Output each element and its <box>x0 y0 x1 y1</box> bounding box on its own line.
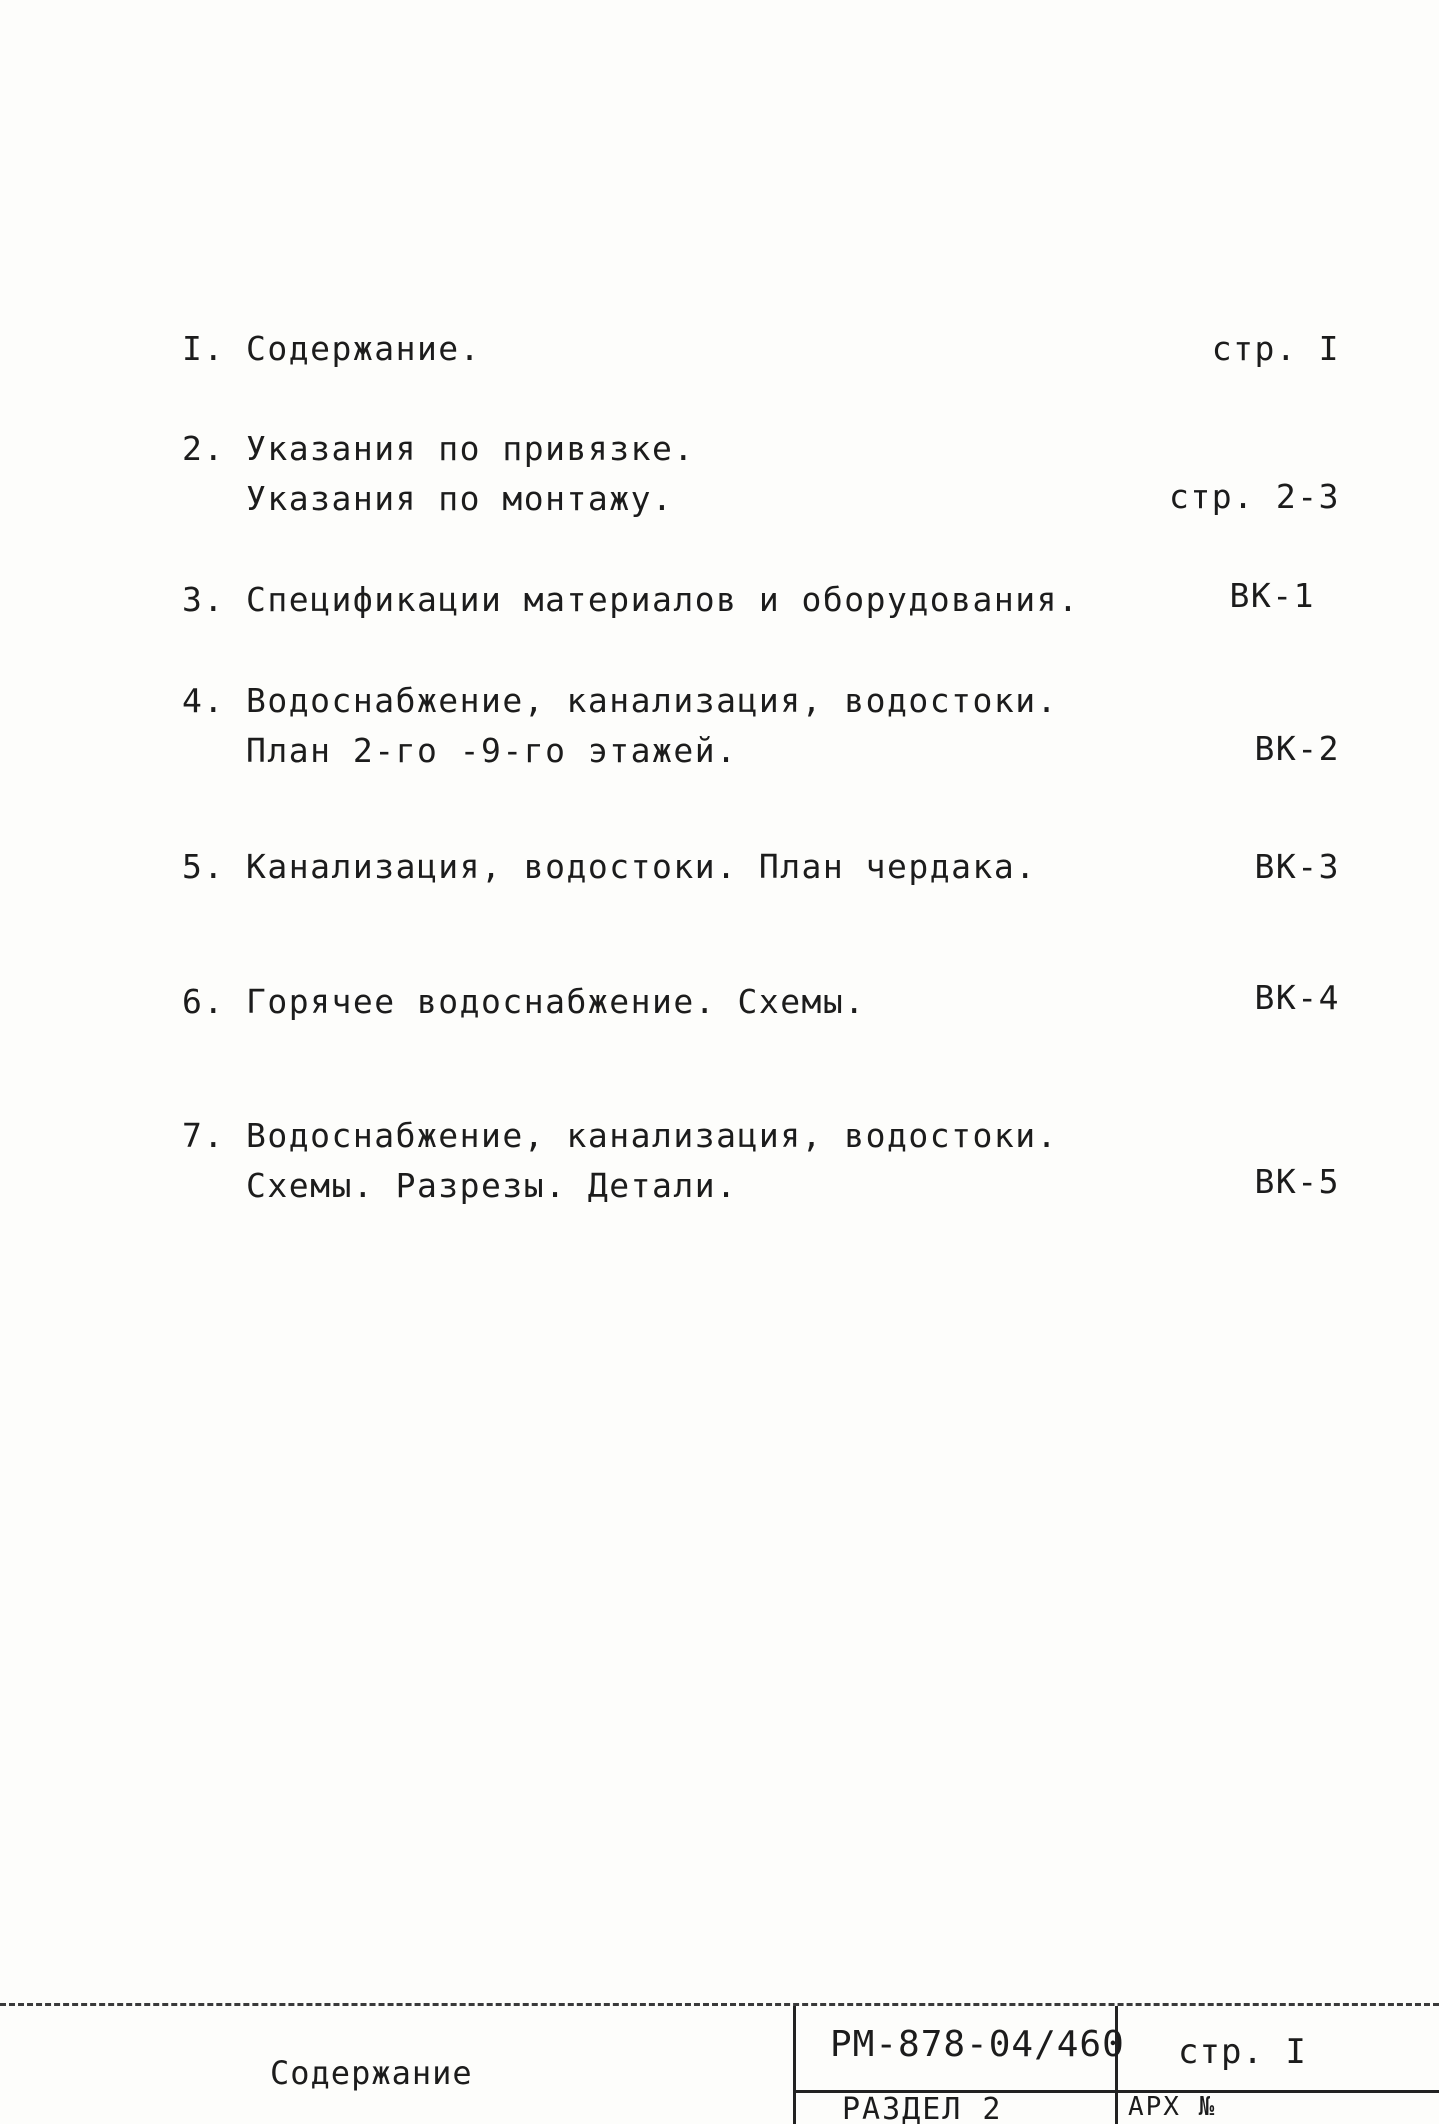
toc-entry-page-ref: ВК-3 <box>1254 847 1340 886</box>
title-block <box>0 2006 1439 2127</box>
toc-entry-number: 6. <box>182 982 225 1021</box>
toc-entry-title: Содержание. <box>246 329 482 368</box>
toc-entry-title-line-2: Схемы. Разрезы. Детали. <box>246 1166 738 1205</box>
toc-entry-title: Указания по привязке. <box>246 429 695 468</box>
toc-entry-title: Канализация, водостоки. План чердака. <box>246 847 1037 886</box>
toc-entry-page-ref: ВК-2 <box>1254 729 1340 768</box>
toc-entry-title-line-2: План 2-го -9-го этажей. <box>246 731 738 770</box>
toc-entry-number: 7. <box>182 1116 225 1155</box>
toc-entry-number: 4. <box>182 681 225 720</box>
toc-entry-number: 2. <box>182 429 225 468</box>
toc-entry-page-ref: ВК-4 <box>1254 978 1340 1017</box>
toc-entry-title: Спецификации материалов и оборудования. <box>246 580 1080 619</box>
toc-entry-page-ref: стр. 2-3 <box>1169 477 1340 516</box>
page-number: стр. I <box>1178 2032 1307 2072</box>
toc-entry-title-line-2: Указания по монтажу. <box>246 479 674 518</box>
toc-entry-number: 3. <box>182 580 225 619</box>
section-label: РАЗДЕЛ 2 <box>842 2092 1003 2127</box>
toc-entry-title: Водоснабжение, канализация, водостоки. <box>246 681 1058 720</box>
archive-number-label: АРХ № <box>1128 2092 1217 2122</box>
toc-entry-page-ref: стр. I <box>1211 329 1340 368</box>
toc-entry-page-ref: ВК-1 <box>1229 576 1315 615</box>
document-code: РМ-878-04/460 <box>830 2024 1125 2065</box>
toc-entry-title: Горячее водоснабжение. Схемы. <box>246 982 866 1021</box>
toc-entry-number: I. <box>182 329 225 368</box>
title-block-divider <box>793 2006 796 2124</box>
toc-entry-title: Водоснабжение, канализация, водостоки. <box>246 1116 1058 1155</box>
title-block-title: Содержание <box>270 2054 473 2092</box>
toc-entry-number: 5. <box>182 847 225 886</box>
toc-entry-page-ref: ВК-5 <box>1254 1162 1340 1201</box>
